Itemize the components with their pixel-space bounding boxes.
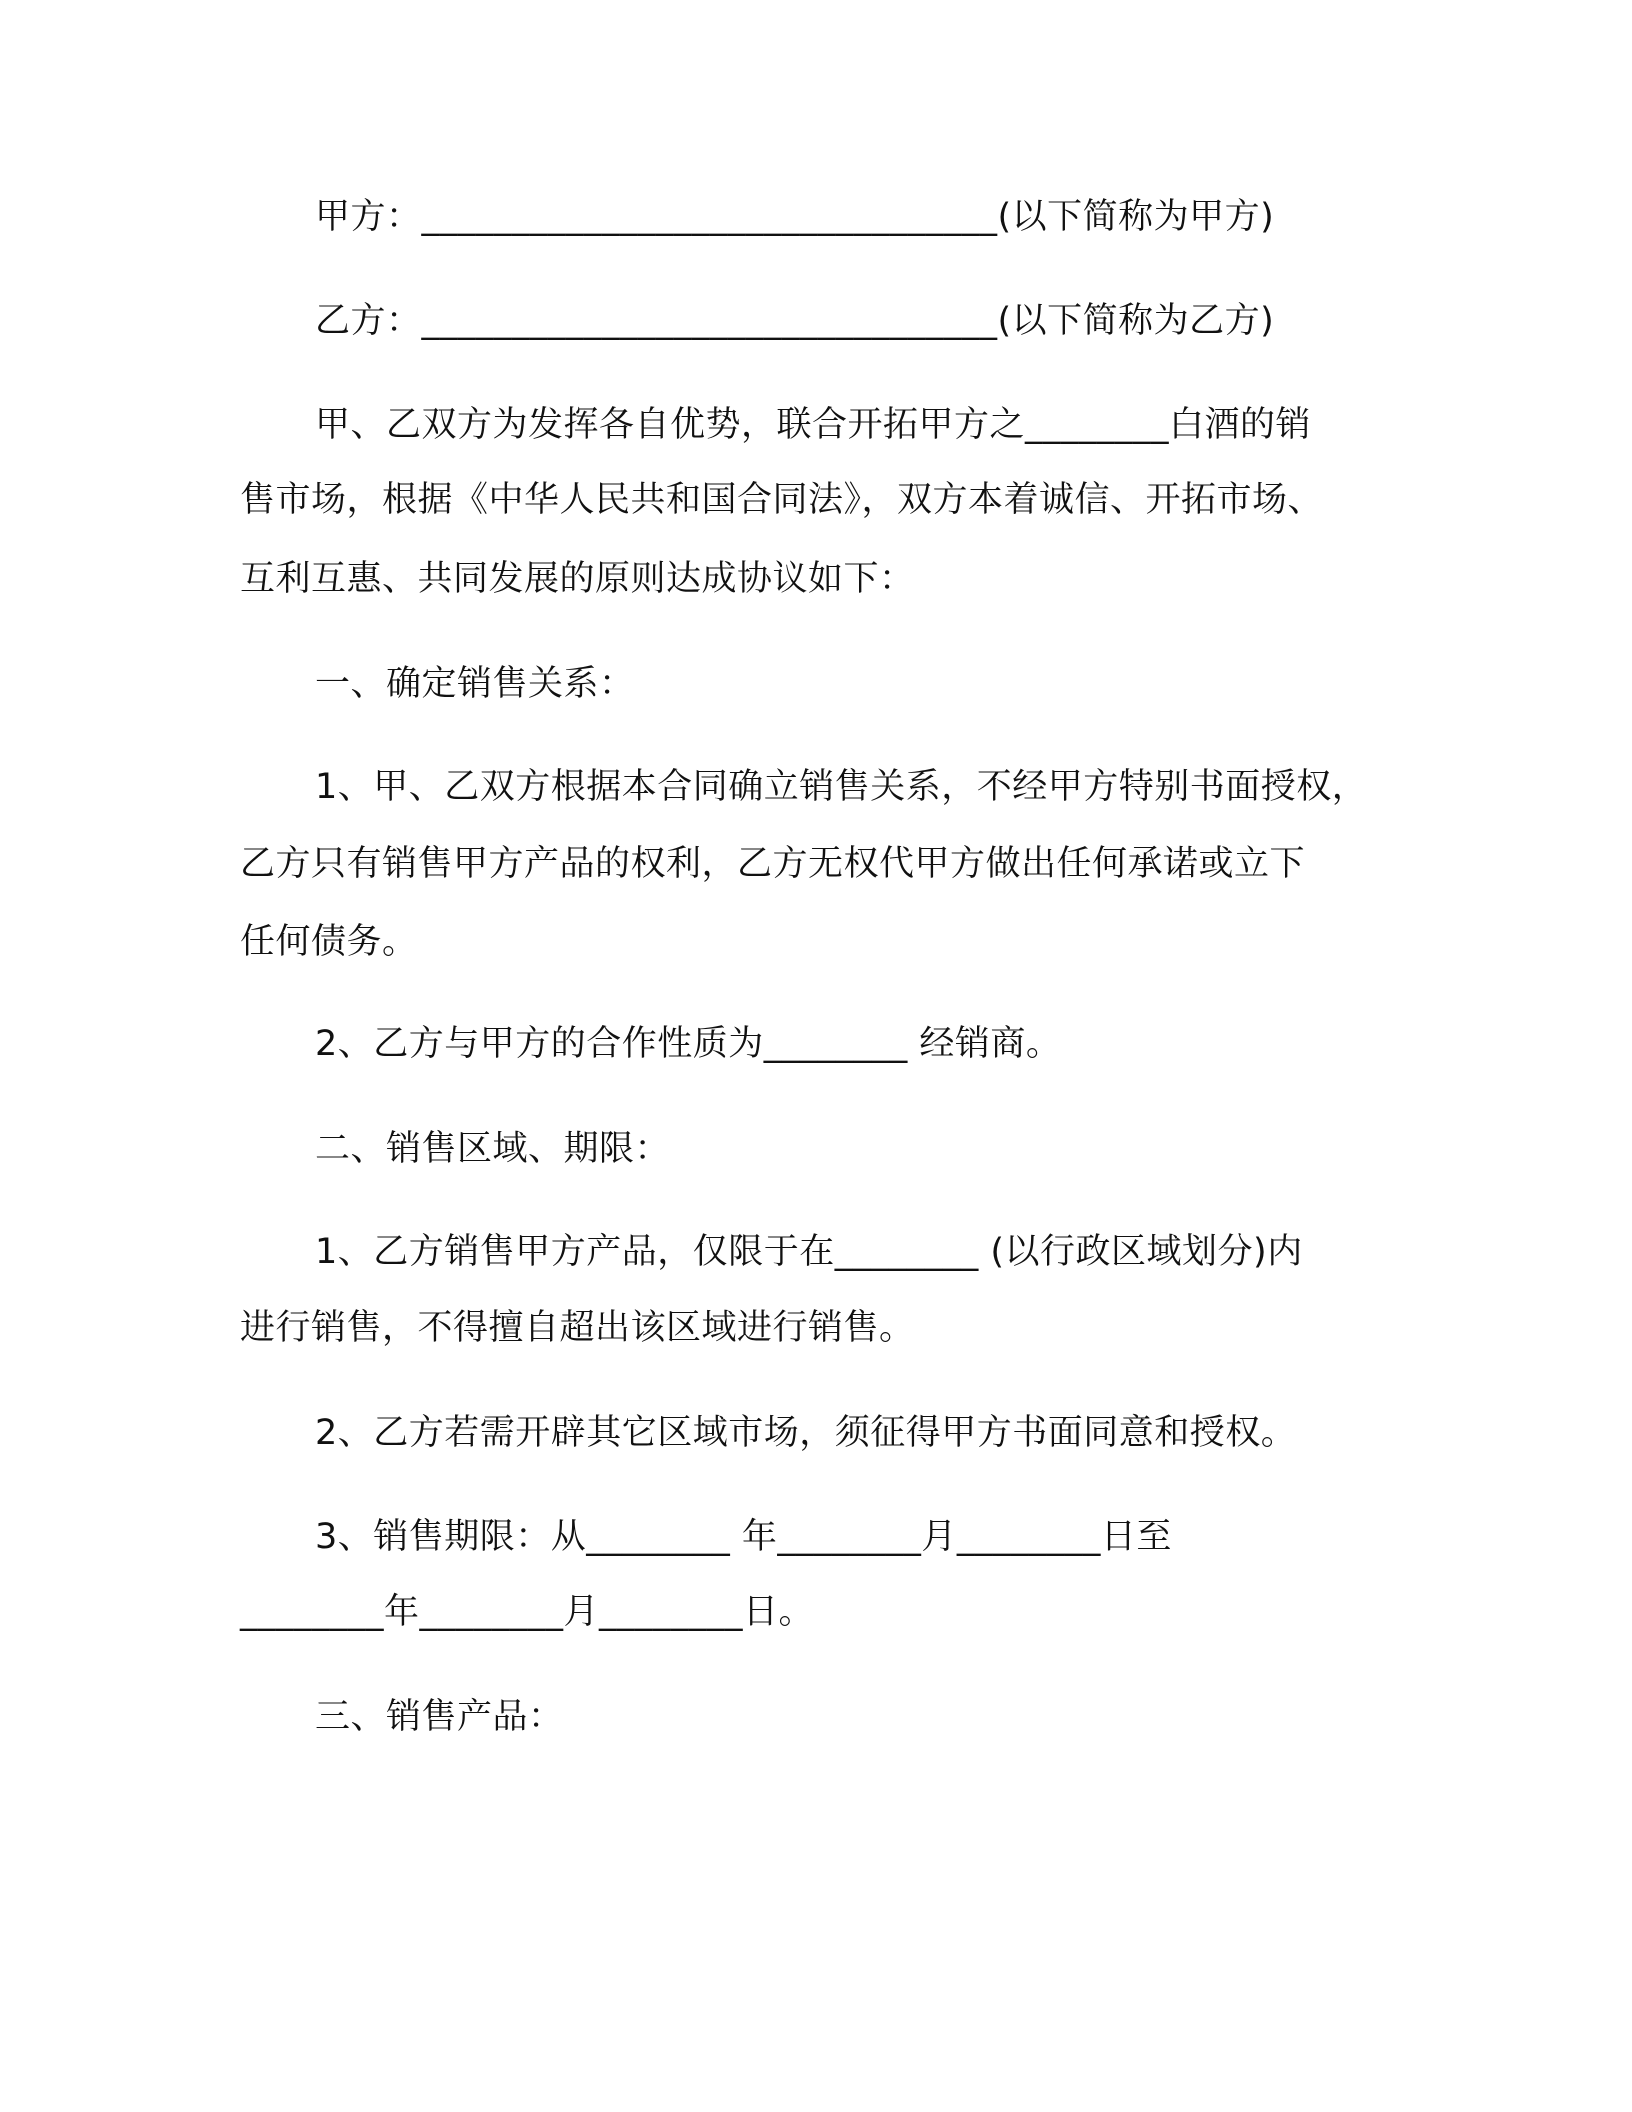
clause-2-1-line-2: 进行销售，不得擅自超出该区域进行销售。	[240, 1308, 915, 1348]
section-title-sales-region-term: 二、销售区域、期限：	[315, 1129, 671, 1169]
clause-2-2: 2、乙方若需开辟其它区域市场，须征得甲方书面同意和授权。	[315, 1413, 1297, 1453]
clause-2-3-line-1: 3、销售期限：从________ 年________月________日至	[315, 1517, 1172, 1557]
intro-paragraph-line-1: 甲、乙双方为发挥各自优势，联合开拓甲方之________白酒的销	[315, 405, 1312, 445]
clause-1-1-line-1: 1、甲、乙双方根据本合同确立销售关系，不经甲方特别书面授权，	[315, 767, 1368, 807]
party-a-line: 甲方：________________________________(以下简称为甲方)	[315, 197, 1275, 237]
clause-1-1-line-2: 乙方只有销售甲方产品的权利，乙方无权代甲方做出任何承诺或立下	[240, 844, 1306, 884]
intro-paragraph-line-3: 互利互惠、共同发展的原则达成协议如下：	[240, 559, 915, 599]
clause-1-1-line-3: 任何债务。	[240, 922, 418, 962]
party-b-line: 乙方：________________________________(以下简称为乙方)	[315, 301, 1275, 341]
clause-2-3-line-2: ________年________月________日。	[240, 1592, 815, 1632]
section-title-sales-products: 三、销售产品：	[315, 1697, 564, 1737]
clause-2-1-line-1: 1、乙方销售甲方产品，仅限于在________ (以行政区域划分)内	[315, 1232, 1303, 1272]
intro-paragraph-line-2: 售市场，根据《中华人民共和国合同法》，双方本着诚信、开拓市场、	[240, 480, 1324, 520]
clause-1-2: 2、乙方与甲方的合作性质为________ 经销商。	[315, 1024, 1062, 1064]
section-title-sales-relationship: 一、确定销售关系：	[315, 664, 635, 704]
